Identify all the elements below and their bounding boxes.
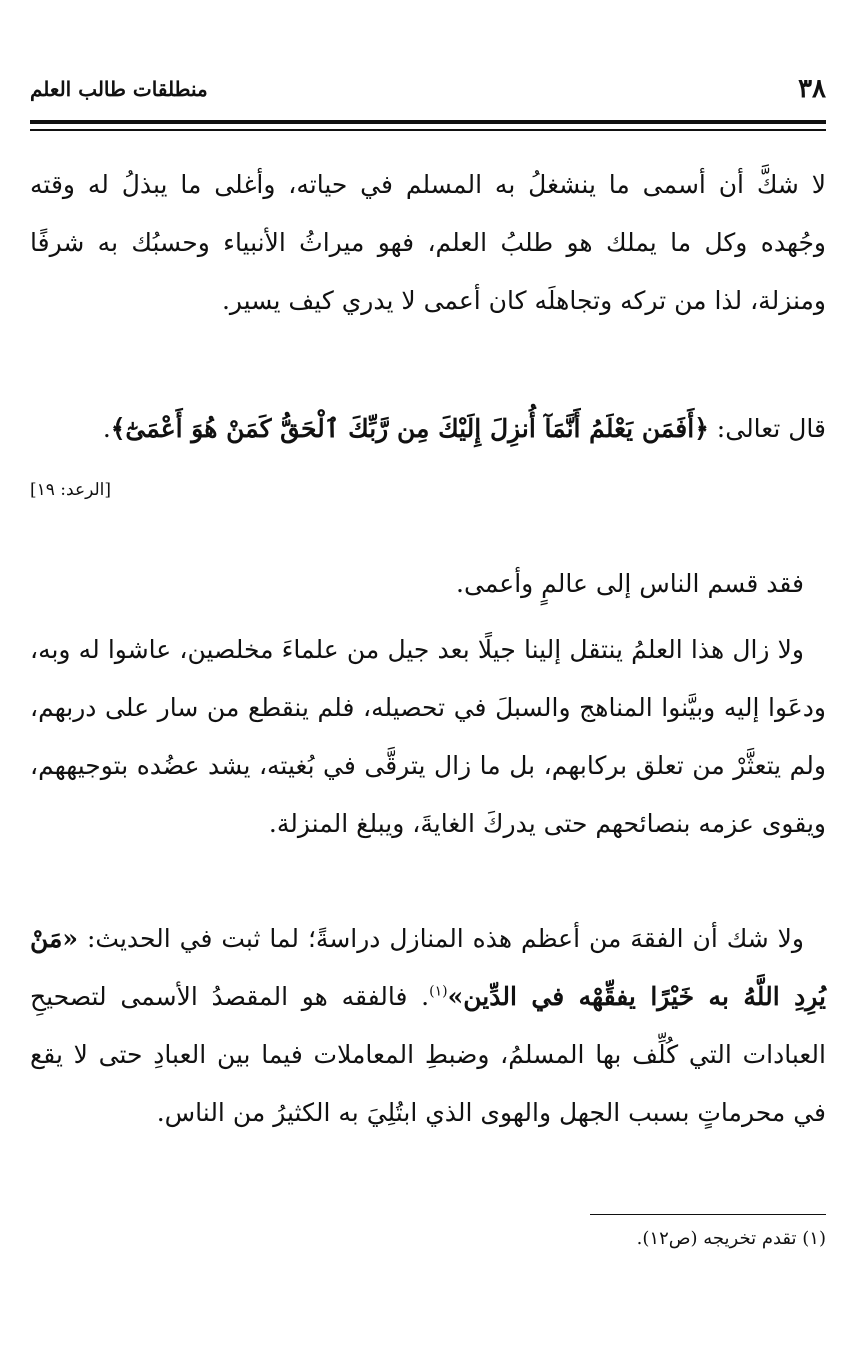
hadith-quote: «مَنْ يُرِدِ اللَّهُ به خَيْرًا يفقِّهْه في الدِّين»: [30, 924, 827, 1011]
header-rule-thick: [30, 120, 826, 124]
verse-end: .: [102, 414, 111, 443]
footnote-rule: [590, 1214, 826, 1215]
paragraph-1: لا شكَّ أن أسمى ما ينشغلُ به المسلم في حياته، وأغلى ما يبذلُ له وقته وجُهده وكل ما يملك هو طلبُ العلم، فهو ميراثُ الأنبياء وحسبُك به شرفًا ومنزلة، لذا من تركه وتجاهلَه كان أعمى لا يدري كيف يسير.: [30, 170, 826, 315]
page-number: ٣٨: [798, 74, 826, 104]
verse-citation: [الرعد: ١٩]: [30, 480, 112, 500]
footnote: (١) تقدم تخريجه (ص١٢).: [636, 1228, 826, 1249]
paragraph-4-end: . فالفقه هو المقصدُ الأسمى لتصحيحِ العبادات التي كُلِّف بها المسلمُ، وضبطِ المعاملات فيما بين العبادِ حتى لا يقع في محرماتٍ بسبب الجهل والهوى الذي ابتُلِيَ به الكثيرُ من الناس.: [30, 982, 826, 1127]
page-header: [30, 74, 826, 104]
paragraph-2: فقد قسم الناس إلى عالمٍ وأعمى.: [456, 569, 804, 598]
verse-intro: قال تعالى:: [708, 414, 826, 443]
quran-verse: ﴿أَفَمَن يَعْلَمُ أَنَّمَآ أُنزِلَ إِلَيْكَ مِن رَّبِّكَ ٱلْحَقُّ كَمَنْ هُوَ أَعْمَىٰٓ﴾: [110, 414, 709, 443]
verse-line: [30, 400, 826, 458]
footnote-marker[interactable]: (١): [429, 983, 448, 1000]
header-rule-thin: [30, 129, 826, 131]
paragraph-3: ولا زال هذا العلمُ ينتقل إلينا جيلًا بعد جيل من علماءَ مخلصين، عاشوا له وبه، ودعَوا إليه وبيَّنوا المناهج والسبلَ في تحصيله، فلم ينقطع من سار على دربهم، ولم يتعثَّرْ من تعلق بركابهم، بل ما زال يترقَّى في بُغيته، يشد عضُده بتوجيههم، ويقوى عزمه بنصائحهم حتى يدركَ الغايةَ، ويبلغ المنزلة.: [30, 635, 826, 838]
paragraph-4-start: ولا شك أن الفقهَ من أعظم هذه المنازل دراسةً؛ لما ثبت في الحديث:: [78, 924, 804, 953]
running-title: منطلقات طالب العلم: [30, 77, 208, 101]
paragraph-4: [30, 910, 826, 1142]
